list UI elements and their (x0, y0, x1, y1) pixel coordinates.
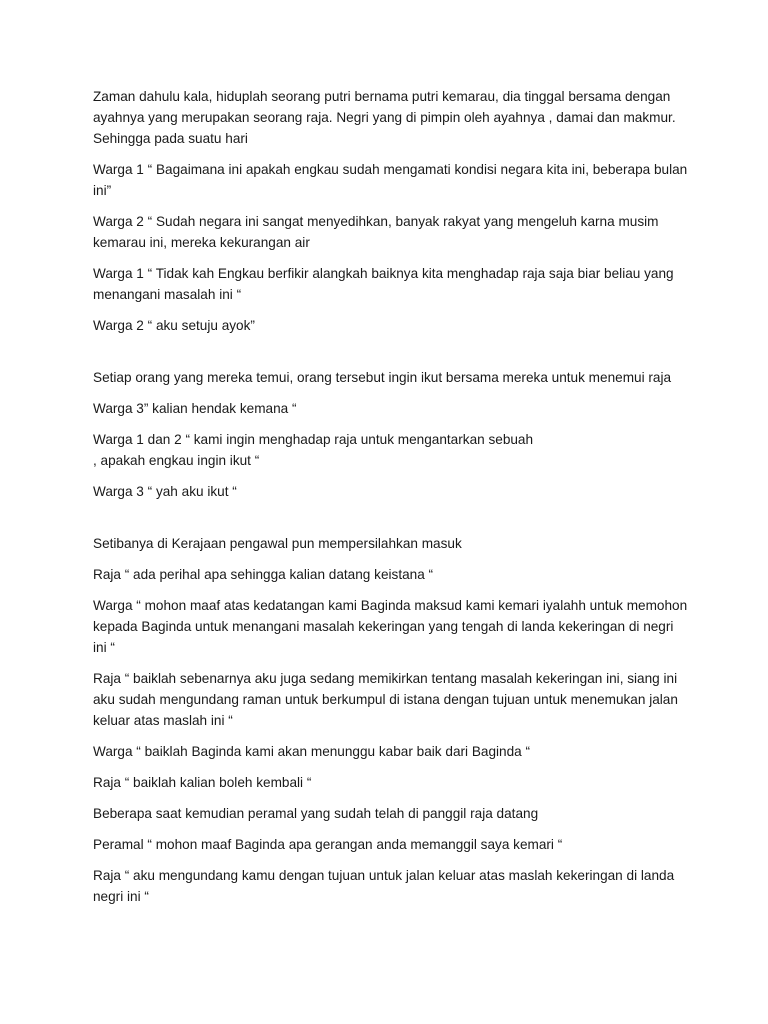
narration-paragraph: Zaman dahulu kala, hiduplah seorang putri bernama putri kemarau, dia tinggal bersama dengan ayahnya yang merupakan seorang raja. Negri yang di pimpin oleh ayahnya , damai dan makmur. Sehingga pada suatu hari (93, 89, 680, 146)
dialogue-line: Warga “ baiklah Baginda kami akan menunggu kabar baik dari Baginda “ (93, 744, 531, 759)
dialogue-line: Warga 1 “ Tidak kah Engkau berfikir alangkah baiknya kita menghadap raja saja biar beliau yang menangani masalah ini “ (93, 266, 678, 302)
blank-line (93, 512, 688, 533)
dialogue-line: Raja “ baiklah kalian boleh kembali “ (93, 775, 312, 790)
dialogue-line: Warga 2 “ aku setuju ayok” (93, 318, 255, 333)
dialogue-line: Raja “ baiklah sebenarnya aku juga sedang memikirkan tentang masalah kekeringan ini, siang ini aku sudah mengundang raman untuk berkumpul di istana dengan tujuan untuk menemukan jalan keluar atas maslah ini “ (93, 671, 682, 728)
dialogue-line: Raja “ ada perihal apa sehingga kalian datang keistana “ (93, 567, 434, 582)
narration-paragraph: Beberapa saat kemudian peramal yang sudah telah di panggil raja datang (93, 806, 539, 821)
dialogue-line: Raja “ aku mengundang kamu dengan tujuan untuk jalan keluar atas maslah kekeringan di landa negri ini “ (93, 868, 678, 904)
dialogue-line: Warga 3 “ yah aku ikut “ (93, 484, 237, 499)
dialogue-line: Warga 2 “ Sudah negara ini sangat menyedihkan, banyak rakyat yang mengeluh karna musim kemarau ini, mereka kekurangan air (93, 214, 663, 250)
dialogue-line: Warga 1 dan 2 “ kami ingin menghadap raja untuk mengantarkan sebuah , apakah engkau ingin ikut “ (93, 432, 534, 468)
dialogue-line: Warga 1 “ Bagaimana ini apakah engkau sudah mengamati kondisi negara kita ini, beberapa bulan ini” (93, 162, 692, 198)
dialogue-line: Warga 3” kalian hendak kemana “ (93, 401, 297, 416)
dialogue-line: Warga “ mohon maaf atas kedatangan kami Baginda maksud kami kemari iyalahh untuk memohon kepada Baginda untuk menangani masalah kekeringan yang tengah di landa kekeringan di negri ini “ (93, 598, 691, 655)
narration-paragraph: Setibanya di Kerajaan pengawal pun mempersilahkan masuk (93, 536, 462, 551)
blank-line (93, 346, 688, 367)
narration-paragraph: Setiap orang yang mereka temui, orang tersebut ingin ikut bersama mereka untuk menemui raja (93, 370, 672, 385)
dialogue-line: Peramal “ mohon maaf Baginda apa gerangan anda memanggil saya kemari “ (93, 837, 563, 852)
